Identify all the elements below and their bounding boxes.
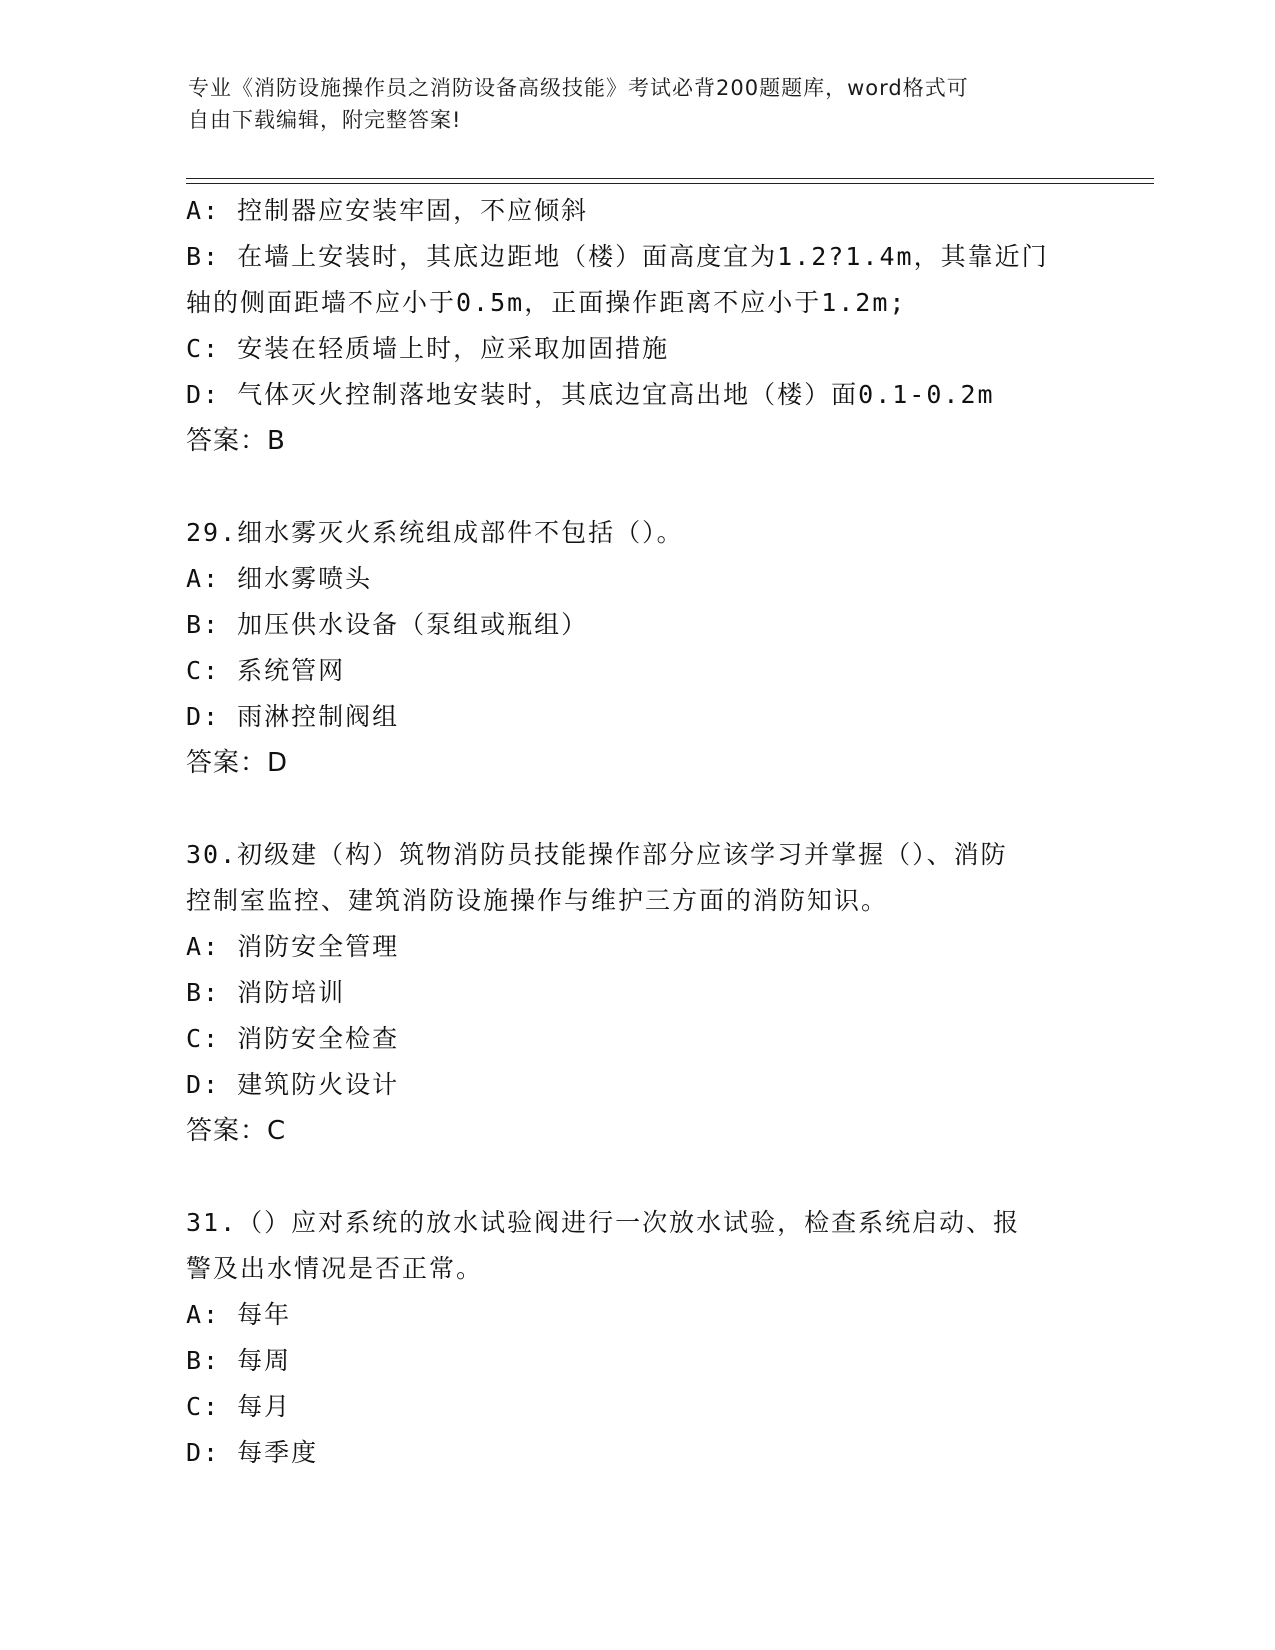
question-stem: 29.细水雾灭火系统组成部件不包括（）。 xyxy=(186,518,684,547)
option-d: D: 每季度 xyxy=(186,1438,319,1467)
question-stem: 30.初级建（构）筑物消防员技能操作部分应该学习并掌握（）、消防 xyxy=(186,840,1008,869)
page-header xyxy=(188,72,1088,136)
answer-label: 答案：D xyxy=(186,748,289,778)
spacer xyxy=(186,464,1106,510)
option-b: B: 在墙上安装时，其底边距地（楼）面高度宜为1.2?1.4m，其靠近门 xyxy=(186,242,1049,271)
answer-label: 答案：B xyxy=(186,426,286,456)
option-a: A: 控制器应安装牢固，不应倾斜 xyxy=(186,196,589,225)
option-a: A: 每年 xyxy=(186,1300,292,1329)
option-d: D: 建筑防火设计 xyxy=(186,1070,400,1099)
document-body xyxy=(186,188,1106,1476)
option-c: C: 安装在轻质墙上时，应采取加固措施 xyxy=(186,334,670,363)
option-c: C: 系统管网 xyxy=(186,656,346,685)
question-block-29 xyxy=(186,510,1106,786)
option-c: C: 每月 xyxy=(186,1392,292,1421)
option-a: A: 消防安全管理 xyxy=(186,932,400,961)
option-a: A: 细水雾喷头 xyxy=(186,564,373,593)
option-d: D: 雨淋控制阀组 xyxy=(186,702,400,731)
option-b-continued: 轴的侧面距墙不应小于0.5m，正面操作距离不应小于1.2m; xyxy=(186,288,907,317)
header-line-1: 专业《消防设施操作员之消防设备高级技能》考试必背200题题库，word格式可 xyxy=(188,76,969,100)
header-divider-bottom xyxy=(186,183,1154,184)
spacer xyxy=(186,1154,1106,1200)
question-stem-continued: 控制室监控、建筑消防设施操作与维护三方面的消防知识。 xyxy=(186,886,889,915)
question-block-30 xyxy=(186,832,1106,1154)
option-c: C: 消防安全检查 xyxy=(186,1024,400,1053)
option-b: B: 消防培训 xyxy=(186,978,346,1007)
option-b: B: 加压供水设备（泵组或瓶组） xyxy=(186,610,589,639)
question-block-31 xyxy=(186,1200,1106,1476)
question-stem: 31.（）应对系统的放水试验阀进行一次放水试验，检查系统启动、报 xyxy=(186,1208,1021,1237)
answer-label: 答案：C xyxy=(186,1116,287,1146)
option-d: D: 气体灭火控制落地安装时，其底边宜高出地（楼）面0.1-0.2m xyxy=(186,380,995,409)
question-block-28 xyxy=(186,188,1106,464)
question-stem-continued: 警及出水情况是否正常。 xyxy=(186,1254,484,1283)
option-b: B: 每周 xyxy=(186,1346,292,1375)
spacer xyxy=(186,786,1106,832)
header-divider-top xyxy=(186,178,1154,179)
header-line-2: 自由下载编辑，附完整答案! xyxy=(188,108,462,132)
